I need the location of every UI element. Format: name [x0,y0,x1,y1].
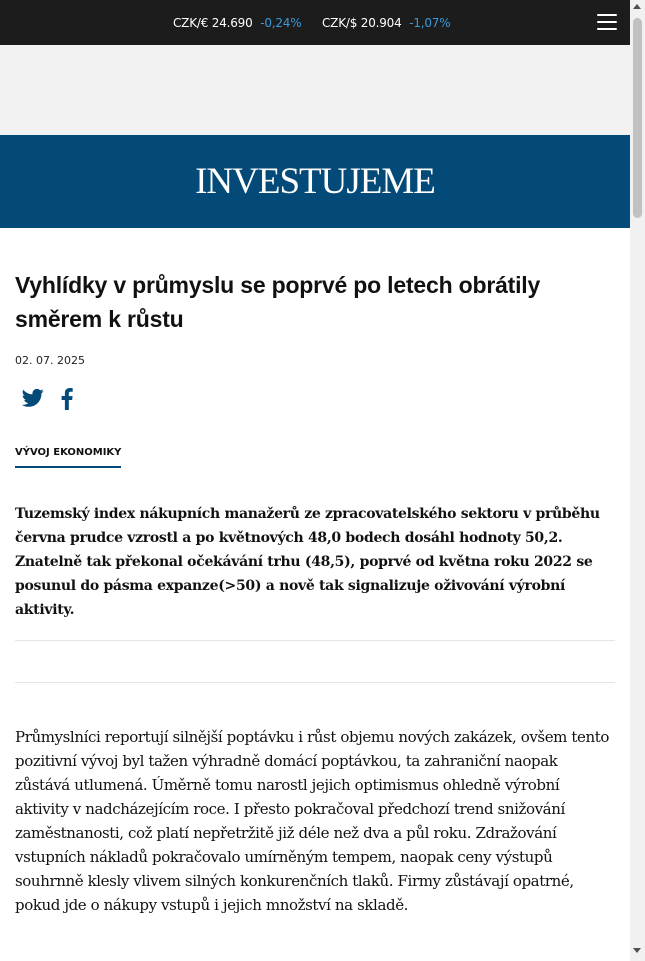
ticker-usd-rate: CZK/$ 20.904 [322,16,402,30]
divider [15,640,615,641]
twitter-icon[interactable] [22,388,44,410]
ticker-eur-rate: CZK/€ 24.690 [173,16,253,30]
currency-ticker-bar [0,0,630,45]
ticker-eur-change: -0,24% [260,16,302,30]
ticker-usd-change: -1,07% [409,16,451,30]
scroll-up-arrow-icon[interactable] [633,4,641,9]
facebook-icon[interactable] [60,388,82,410]
divider [15,682,615,683]
article-date: 02. 07. 2025 [15,354,85,367]
article-lead: Tuzemský index nákupních manažerů ze zpracovatelského sektoru v průběhu června prudce vzrostl a po květnových 48,0 bodech dosáhl hodnoty 50,2. Znatelně tak překonal očekávání trhu (48,5), poprvé od května roku 2022 se posunul do pásma expanze(>50) a nově tak signalizuje oživování výrobní aktivity. [15,506,600,618]
article-body: Průmyslníci reportují silnější poptávku i růst objemu nových zakázek, ovšem tento pozitivní vývoj byl tažen výhradně domácí poptávkou, ta zahraniční naopak zůstává utlumená. Úměrně tomu narostl jejich optimismus ohledně výrobní aktivity v nadcházejícím roce. I přesto pokračoval předchozí trend snižování zaměstnanosti, což platí nepřetržitě již déle než dva a půl roku. Zdražování vstupních nákladů pokračovalo umírněným tempem, naopak ceny výstupů souhrnně klesly vlivem silných konkurenčních tlaků. Firmy zůstávají opatrné, pokud jde o nákupy vstupů i jejich množství na skladě. [15,728,609,914]
ticker-usd[interactable] [322,15,450,31]
share-buttons [22,388,102,410]
site-logo[interactable]: INVESTUJEME [195,161,435,202]
scrollbar-thumb[interactable] [633,18,642,218]
category-link[interactable]: VÝVOJ EKONOMIKY [15,447,121,468]
ad-placeholder [0,45,630,135]
ticker-eur[interactable] [173,15,301,31]
article-title: Vyhlídky v průmyslu se poprvé po letech obrátily směrem k růstu [15,272,541,332]
scroll-down-arrow-icon[interactable] [633,948,641,953]
scrollbar[interactable] [630,0,645,961]
brand-header [0,135,630,228]
hamburger-menu-icon[interactable] [597,14,617,31]
